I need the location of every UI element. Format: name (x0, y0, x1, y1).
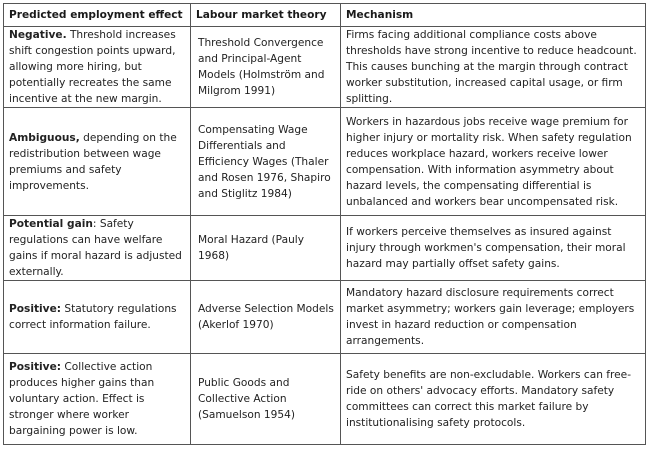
header-labour-market-theory: Labour market theory (191, 4, 341, 27)
table-row (4, 281, 646, 354)
mechanism-cell: Workers in hazardous jobs receive wage premium for higher injury or mortality risk. When safety regulation reduces workplace hazard, workers receive lower compensation. With information asymmetry about hazard levels, the compensating differential is unbalanced and workers bear uncompensated risk. (341, 108, 646, 216)
header-mechanism: Mechanism (341, 4, 646, 27)
effect-cell (4, 281, 191, 354)
table-row (4, 354, 646, 445)
effect-lead: Positive: (9, 361, 62, 373)
effect-lead: Negative. (9, 29, 67, 41)
theory-cell: Adverse Selection Models (Akerlof 1970) (191, 281, 341, 354)
theory-cell: Public Goods and Collective Action (Samuelson 1954) (191, 354, 341, 445)
table-row (4, 216, 646, 281)
effect-text: : Safety regulations can have welfare gains if moral hazard is adjusted externally. (9, 218, 182, 278)
table-row (4, 27, 646, 108)
effect-cell (4, 108, 191, 216)
effect-cell (4, 216, 191, 281)
mechanism-cell: Mandatory hazard disclosure requirements correct market asymmetry; workers gain leverage; employers invest in hazard reduction or compensation arrangements. (341, 281, 646, 354)
mechanism-cell: Safety benefits are non-excludable. Workers can free-ride on others' advocacy efforts. Mandatory safety committees can correct this market failure by institutionalising safety protocols. (341, 354, 646, 445)
theory-cell: Threshold Convergence and Principal-Agent Models (Holmström and Milgrom 1991) (191, 27, 341, 108)
effect-lead: Potential gain (9, 218, 93, 230)
mechanism-cell: Firms facing additional compliance costs above thresholds have strong incentive to reduce headcount. This causes bunching at the margin through contract worker substitution, increased capital usage, or firm splitting. (341, 27, 646, 108)
table-header-row (4, 4, 646, 27)
effect-text: Statutory regulations correct information failure. (9, 303, 177, 331)
effect-cell (4, 27, 191, 108)
table-row (4, 108, 646, 216)
effect-text: Collective action produces higher gains than voluntary action. Effect is stronger where worker bargaining power is low. (9, 361, 155, 437)
theory-cell: Moral Hazard (Pauly 1968) (191, 216, 341, 281)
effect-lead: Ambiguous, (9, 131, 80, 144)
header-predicted-employment-effect: Predicted employment effect (4, 4, 191, 27)
effect-text: Threshold increases shift congestion points upward, allowing more hiring, but potentially recreates the same incentive at the new margin. (9, 29, 176, 105)
theory-cell: Compensating Wage Differentials and Efficiency Wages (Thaler and Rosen 1976, Shapiro and Stiglitz 1984) (191, 108, 341, 216)
effect-lead: Positive: (9, 303, 62, 315)
effect-text: depending on the redistribution between wage premiums and safety improvements. (9, 131, 177, 192)
comparison-table-frame (3, 3, 645, 460)
effect-cell (4, 354, 191, 445)
mechanism-cell: If workers perceive themselves as insured against injury through workmen's compensation, their moral hazard may partially offset safety gains. (341, 216, 646, 281)
employment-effects-table (3, 3, 646, 445)
